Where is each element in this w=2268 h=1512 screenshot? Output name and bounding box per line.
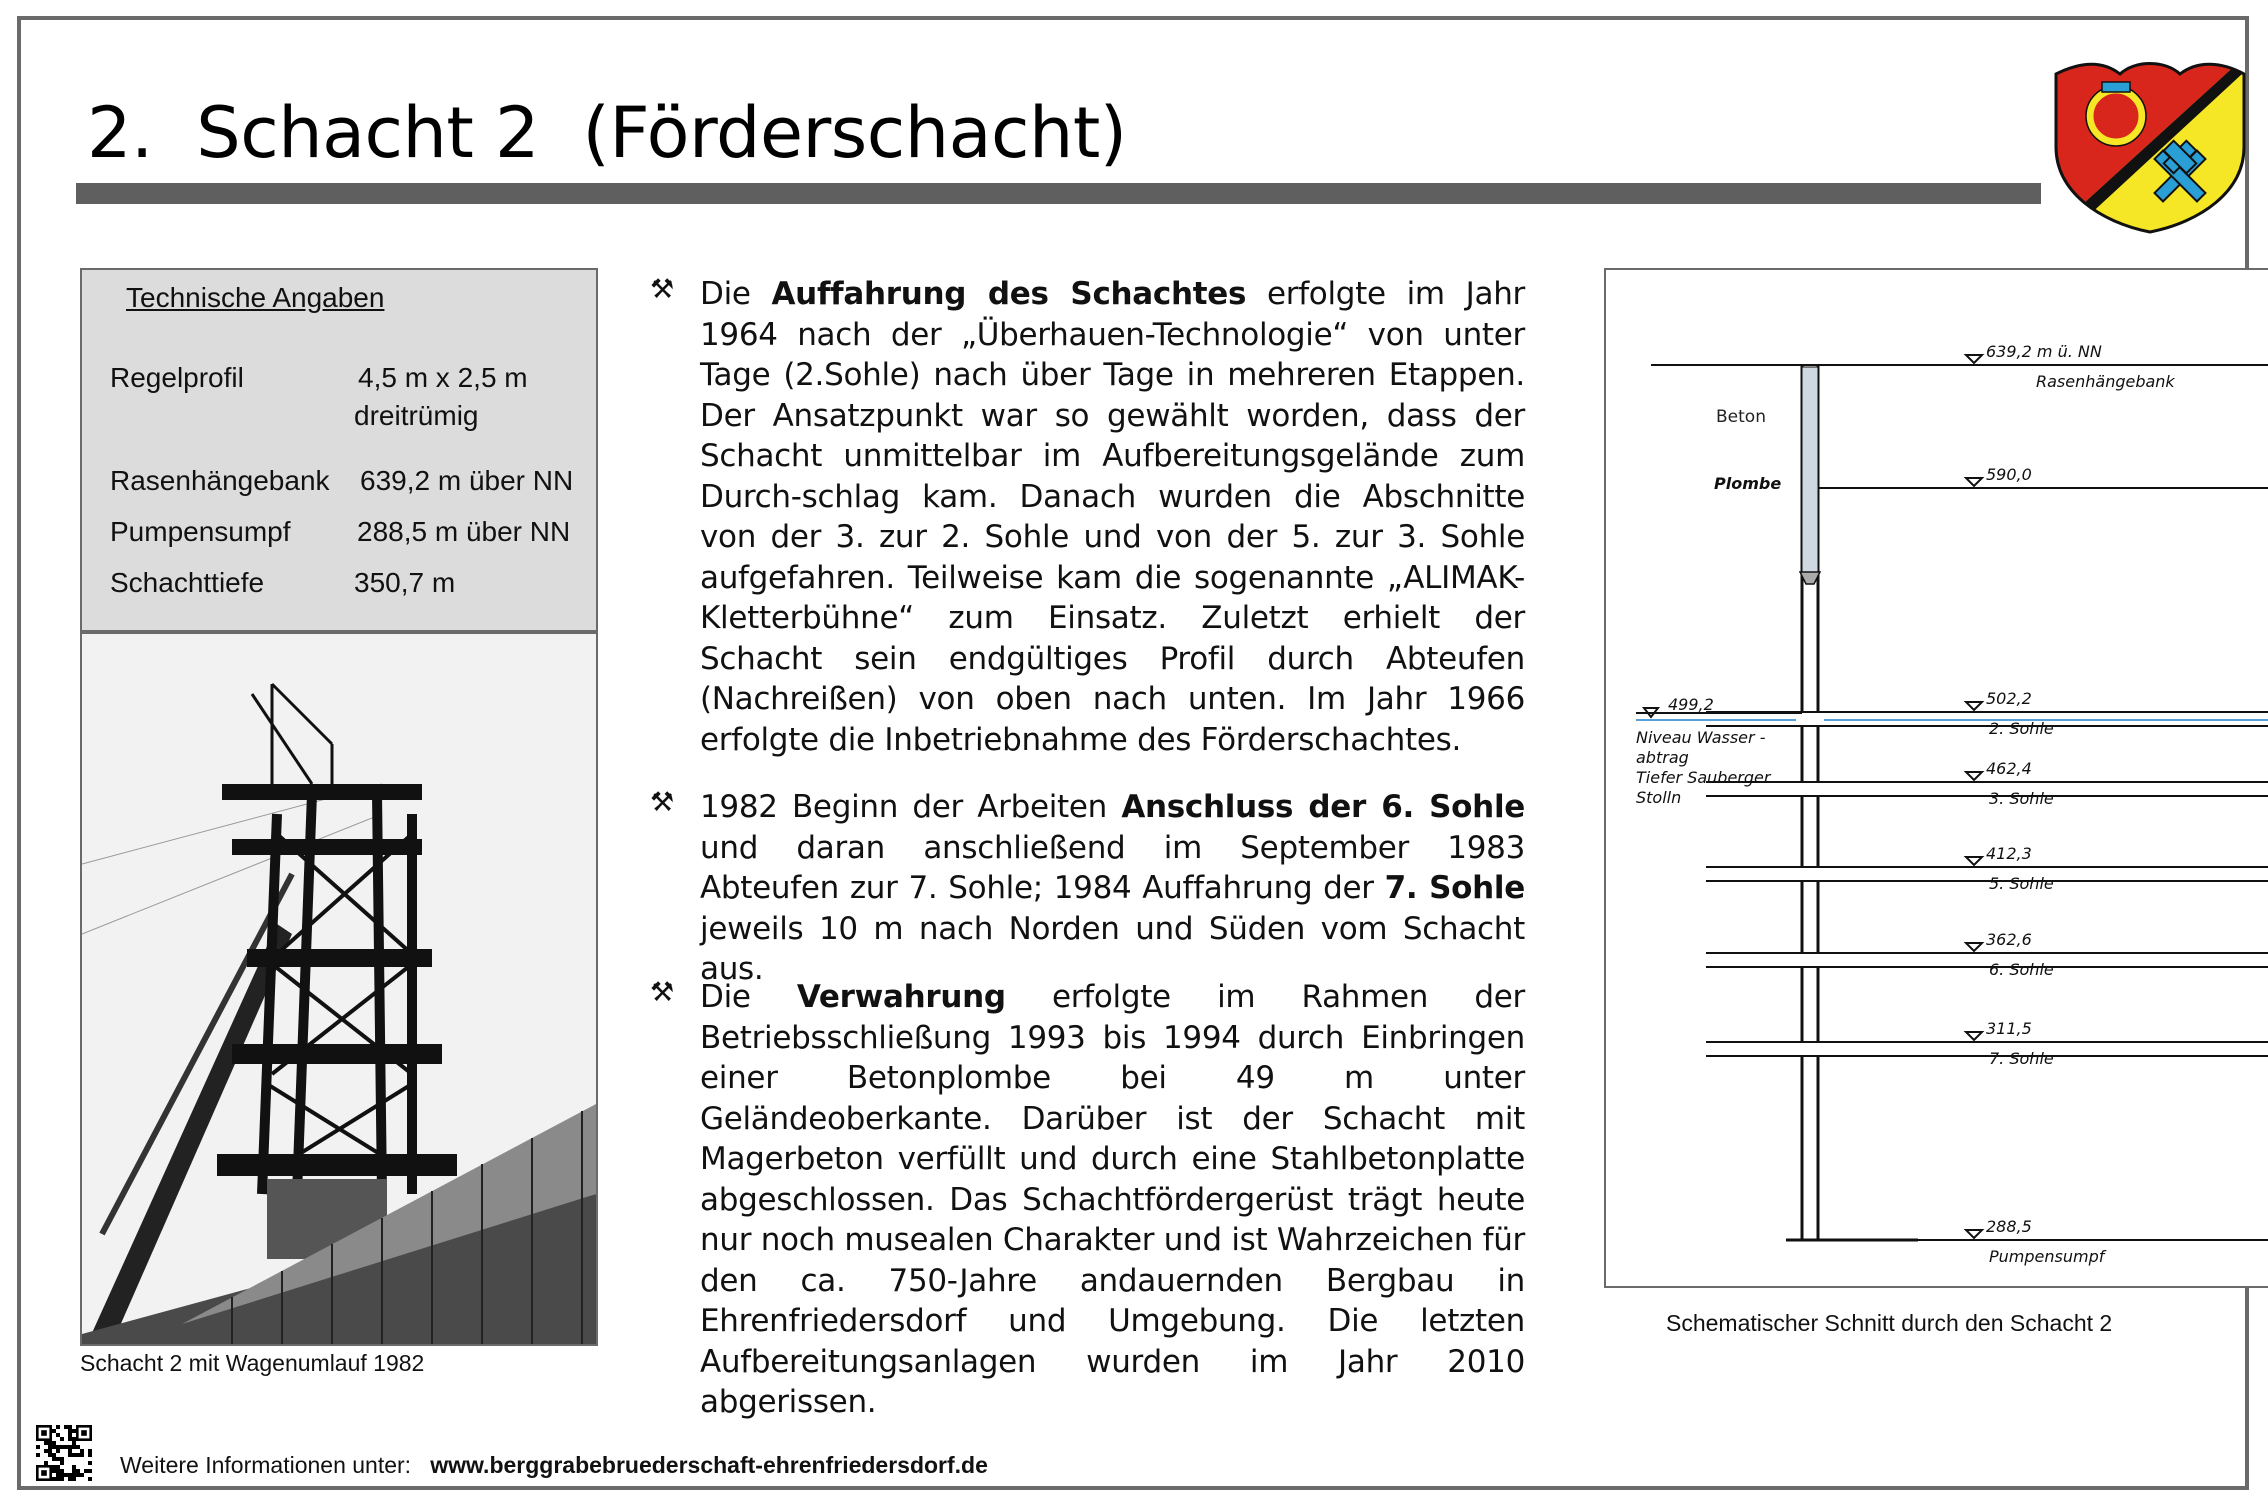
level-name: 6. Sohle xyxy=(1989,960,2054,979)
hammer-and-pick-icon: ⚒ xyxy=(650,274,675,304)
footer-url-link[interactable]: www.berggrabebruederschaft-ehrenfriedersdorf.de xyxy=(430,1452,988,1478)
level-value: 462,4 xyxy=(1986,759,2032,778)
level-marker-icon xyxy=(1966,702,1982,710)
level-value: 502,2 xyxy=(1986,689,2032,708)
level-marker-icon xyxy=(1966,857,1982,865)
level-marker-icon xyxy=(1966,943,1982,951)
level-gap xyxy=(1796,954,1824,966)
shaft-schematic-svg xyxy=(1606,270,2268,1286)
level-gap xyxy=(1796,1043,1824,1055)
hammer-and-pick-icon: ⚒ xyxy=(650,787,675,817)
row-label: Rasenhängebank xyxy=(110,465,330,496)
technical-data-heading: Technische Angaben xyxy=(126,282,385,313)
left-note-line: Stolln xyxy=(1636,788,1682,807)
footer xyxy=(120,1452,988,1479)
hammer-and-pick-icon: ⚒ xyxy=(650,977,675,1007)
level-name: 3. Sohle xyxy=(1989,789,2054,808)
photo-caption: Schacht 2 mit Wagenumlauf 1982 xyxy=(80,1350,425,1376)
left-level-value: 499,2 xyxy=(1668,695,1714,714)
row-value-extra: dreitrümig xyxy=(354,400,479,431)
footer-label: Weitere Informationen unter: xyxy=(120,1452,412,1478)
level-gap xyxy=(1796,713,1824,725)
level-name: 2. Sohle xyxy=(1989,719,2054,738)
level-marker-icon xyxy=(1966,478,1982,486)
concrete-label: Beton xyxy=(1716,407,1766,427)
qr-code-icon xyxy=(36,1425,92,1481)
level-value: 362,6 xyxy=(1986,930,2032,949)
level-name: Rasenhängebank xyxy=(2036,372,2175,391)
row-value: 639,2 m über NN xyxy=(360,465,574,496)
plug-label: Plombe xyxy=(1714,474,1782,493)
level-name: 7. Sohle xyxy=(1989,1049,2054,1068)
row-value: 350,7 m xyxy=(354,567,456,598)
level-gap xyxy=(1796,868,1824,880)
row-value: 4,5 m x 2,5 m xyxy=(358,362,528,393)
level-gap xyxy=(1796,783,1824,795)
level-value: 590,0 xyxy=(1986,465,2032,484)
level-marker-icon xyxy=(1966,772,1982,780)
row-value: 288,5 m über NN xyxy=(357,516,571,547)
title-underline-bar xyxy=(76,183,2041,204)
level-marker-icon xyxy=(1966,1230,1982,1238)
diagram-caption: Schematischer Schnitt durch den Schacht 2 xyxy=(1666,1310,2113,1336)
row-label: Schachttiefe xyxy=(110,567,265,598)
row-label: Regelprofil xyxy=(110,362,244,393)
level-value: 288,5 xyxy=(1986,1217,2032,1236)
level-value: 639,2 m ü. NN xyxy=(1986,342,2102,361)
page-title: 2. Schacht 2 (Förderschacht) xyxy=(87,92,1127,174)
level-marker-icon xyxy=(1966,1032,1982,1040)
paragraph-construction: Die Auffahrung des Schachtes erfolgte im Jahr 1964 nach der „Überhauen-Technologie“ von unter Tage (2.Sohle) nach über Tage in mehreren Etappen. Der Ansatzpunkt war so gewählt worden, dass der Schacht unmittelbar im Aufbereitungsgelände zum Durch-schlag kam. Danach wurden die Abschnitte von der 3. zur 2. Sohle und von der 5. zur 3. Sohle aufgefahren. Teilweise kam die sogenannte „ALIMAK-Kletterbühne“ zum Einsatz. Zuletzt erhielt der Schacht sein endgültiges Profil durch Abteufen (Nachreißen) von oben nach unten. Im Jahr 1966 erfolgte die Inbetriebnahme des Förderschachtes. xyxy=(700,276,1525,758)
level-name: 5. Sohle xyxy=(1989,874,2054,893)
coat-of-arms-icon xyxy=(2050,52,2250,234)
headframe-photo xyxy=(80,632,598,1346)
paragraph-closure: Die Verwahrung erfolgte im Rahmen der Betriebsschließung 1993 bis 1994 durch Einbringen einer Betonplombe bei 49 m unter Geländeoberkante. Darüber ist der Schacht mit Magerbeton verfüllt und durch eine Stahlbetonplatte abgeschlossen. Das Schachtfördergerüst trägt heute nur noch musealen Charakter und ist Wahrzeichen für den ca. 750-Jahre andauernden Bergbau in Ehrenfriedersdorf und Umgebung. Die letzten Aufbereitungsanlagen wurden im Jahr 2010 abgerissen. xyxy=(700,979,1526,1420)
concrete-fill xyxy=(1802,367,1818,577)
paragraph-level-connection: 1982 Beginn der Arbeiten Anschluss der 6. Sohle und daran anschließend im September 1983 Abteufen zur 7. Sohle; 1984 Auffahrung der 7. Sohle jeweils 10 m nach Norden und Süden vom Schacht aus. xyxy=(700,789,1526,987)
level-value: 311,5 xyxy=(1986,1019,2032,1038)
level-value: 412,3 xyxy=(1986,844,2032,863)
level-name: Pumpensumpf xyxy=(1989,1247,2105,1266)
left-note-line: Niveau Wasser - xyxy=(1636,728,1766,747)
row-label: Pumpensumpf xyxy=(110,516,291,547)
level-marker-icon xyxy=(1966,355,1982,363)
technical-data-box xyxy=(80,268,598,632)
left-note-line: Tiefer Sauberger xyxy=(1636,768,1771,787)
shaft-schematic xyxy=(1604,268,2268,1288)
left-note-line: abtrag xyxy=(1636,748,1689,767)
